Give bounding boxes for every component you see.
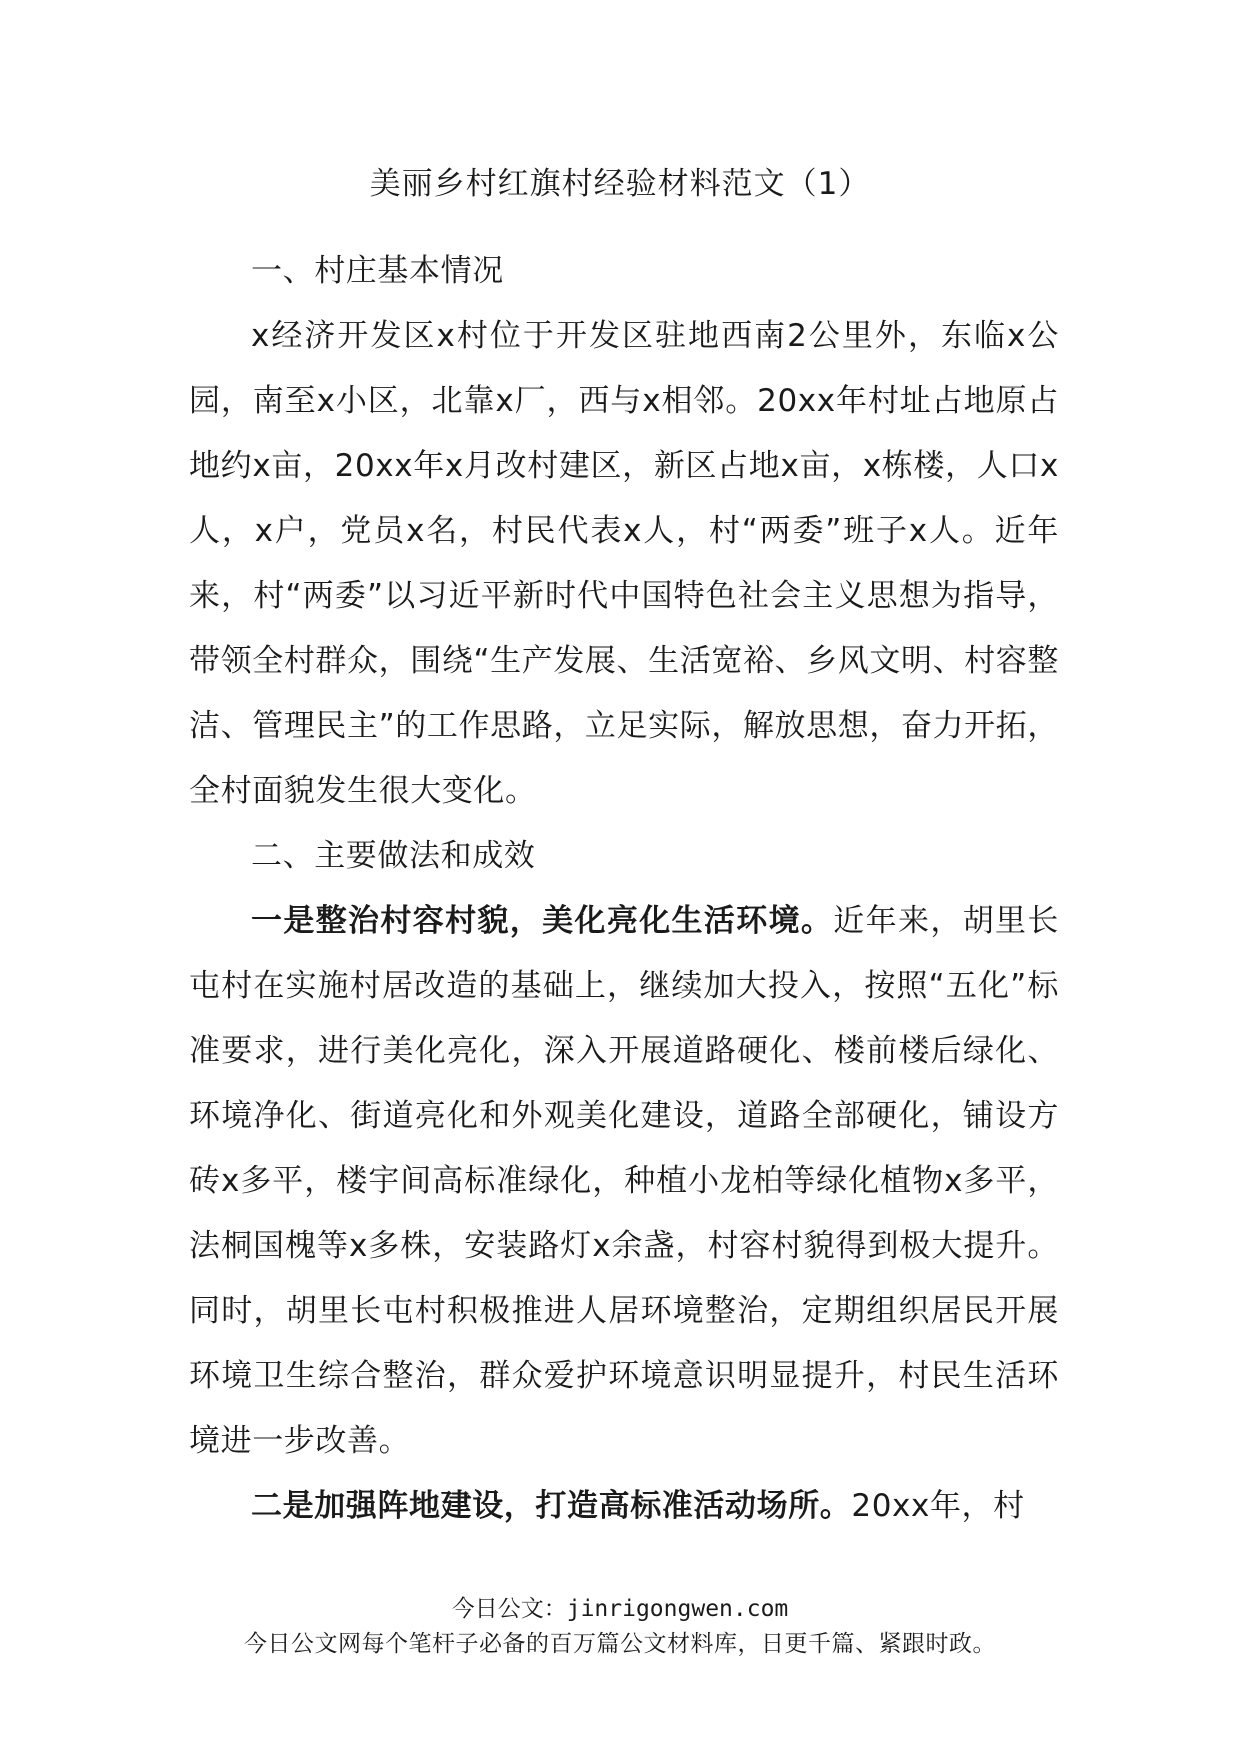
document-body	[189, 239, 1059, 1539]
section-heading-measures: 二、主要做法和成效	[251, 838, 536, 874]
paragraph-measure-2	[189, 1474, 1059, 1539]
footer-site-url[interactable]: jinrigongwen.com	[566, 1596, 789, 1622]
footer-site-label: 今日公文：	[451, 1596, 567, 1622]
footer-site	[0, 1590, 1240, 1623]
measure-2-text: 20xx年，村	[851, 1488, 1025, 1524]
section-heading-basic-info: 一、村庄基本情况	[251, 253, 504, 289]
measure-1-lead: 一是整治村容村貌，美化亮化生活环境。	[251, 903, 834, 939]
paragraph-measure-1	[189, 889, 1059, 1474]
measure-1-text: 近年来，胡里长屯村在实施村居改造的基础上，继续加大投入，按照“五化”标准要求，进行美化亮化，深入开展道路硬化、楼前楼后绿化、环境净化、街道亮化和外观美化建设，道路全部硬化，铺设方砖x多平，楼宇间高标准绿化，种植小龙柏等绿化植物x多平，法桐国槐等x多株，安装路灯x余盏，村容村貌得到极大提升。同时，胡里长屯村积极推进人居环境整治，定期组织居民开展环境卫生综合整治，群众爱护环境意识明显提升，村民生活环境进一步改善。	[189, 903, 1059, 1459]
footer-slogan: 今日公文网每个笔杆子必备的百万篇公文材料库，日更千篇、紧跟时政。	[244, 1631, 996, 1657]
document-title: 美丽乡村红旗村经验材料范文（1）	[369, 166, 871, 202]
paragraph-basic-info: x经济开发区x村位于开发区驻地西南2公里外，东临x公园，南至x小区，北靠x厂，西与x相邻。20xx年村址占地原占地约x亩，20xx年x月改村建区，新区占地x亩，x栋楼，人口x人，x户，党员x名，村民代表x人，村“两委”班子x人。近年来，村“两委”以习近平新时代中国特色社会主义思想为指导，带领全村群众，围绕“生产发展、生活宽裕、乡风文明、村容整洁、管理民主”的工作思路，立足实际，解放思想，奋力开拓，全村面貌发生很大变化。	[189, 318, 1059, 809]
measure-2-lead: 二是加强阵地建设，打造高标准活动场所。	[251, 1488, 852, 1524]
